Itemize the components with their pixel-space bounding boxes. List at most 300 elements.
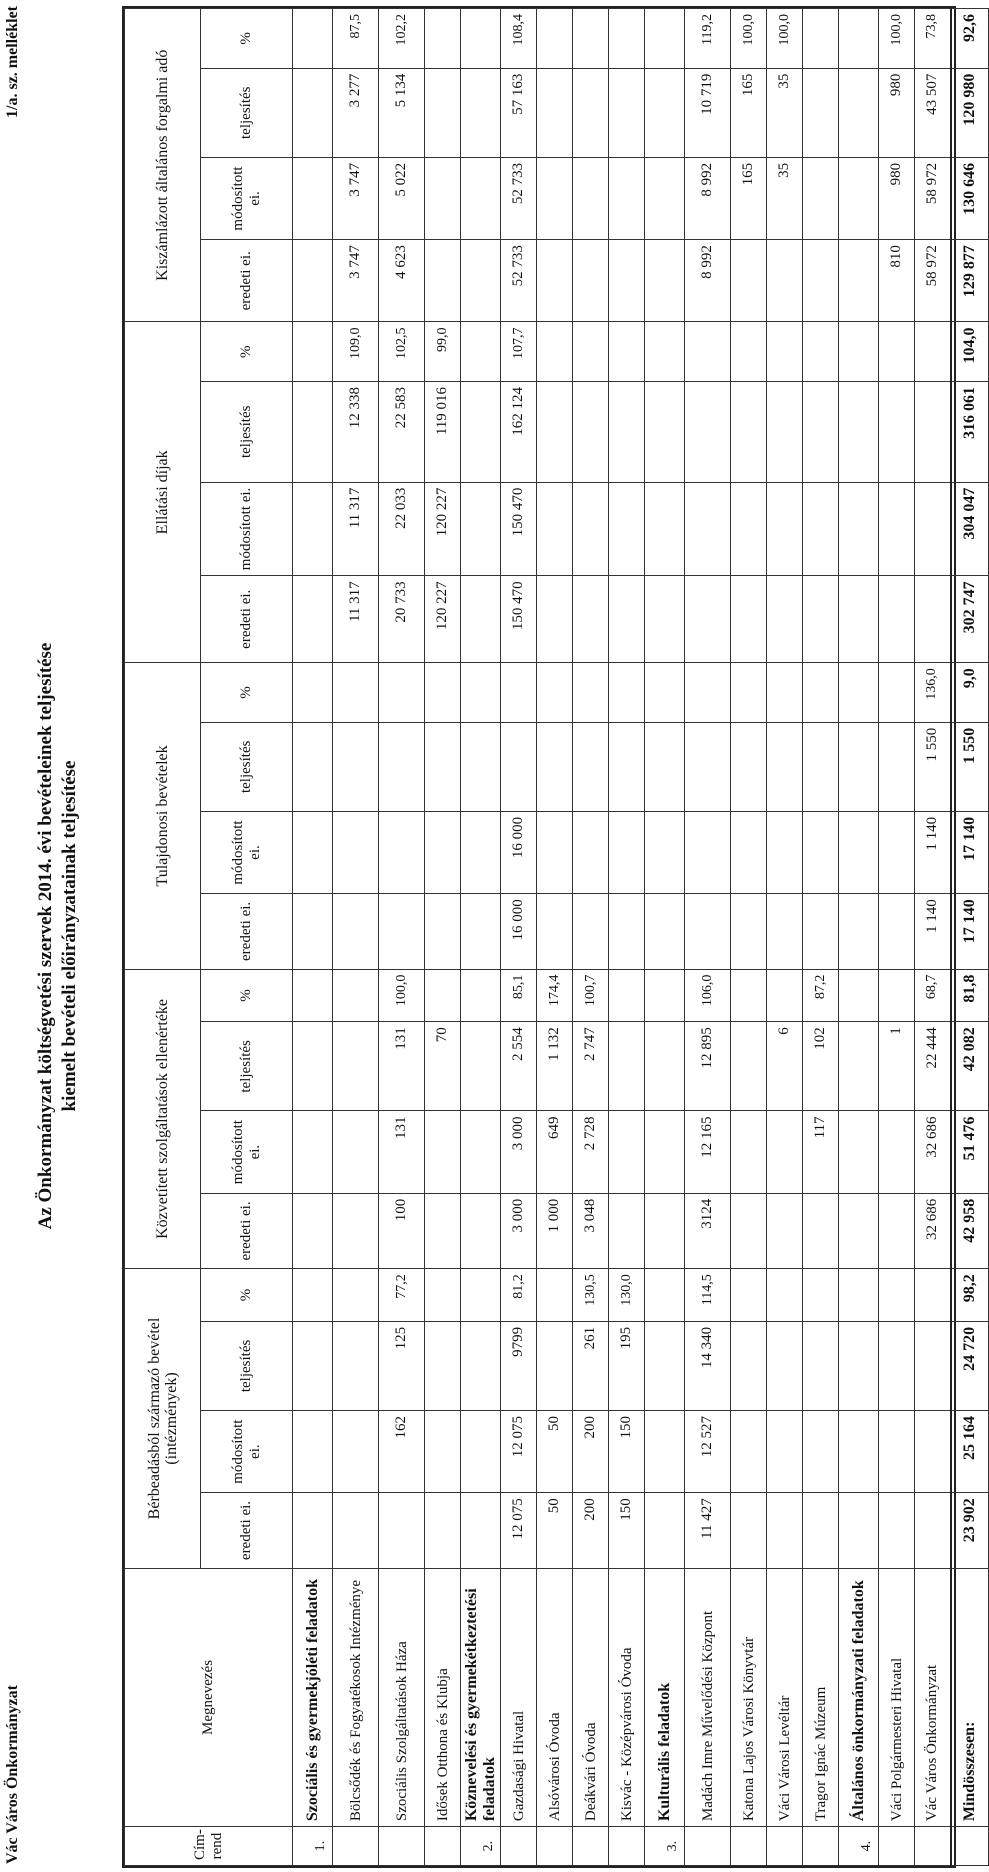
cimrend-cell: 3. [645,1827,685,1866]
row-name-cell: Vác Város Önkormányzat [915,1568,951,1826]
value-cell [609,722,645,811]
subheader-eredeti: eredeti ei. [201,576,293,663]
value-cell [803,68,839,157]
value-cell: 649 [537,1111,573,1193]
value-cell [425,1111,461,1193]
cimrend-cell [879,1827,915,1866]
value-cell [333,1193,379,1268]
revenue-table [124,8,989,1866]
subheader-teljesites: teljesítés [201,1321,293,1410]
value-cell [573,811,609,893]
value-cell [609,1111,645,1193]
value-cell [767,663,803,723]
value-cell: 304 047 [951,482,989,576]
value-cell [803,381,839,482]
value-cell: 3 000 [501,1193,537,1268]
value-cell [731,1321,767,1410]
value-cell [839,482,879,576]
value-cell [293,1493,333,1568]
value-cell: 42 958 [951,1193,989,1268]
value-cell: 102 [803,1022,839,1111]
row-name-cell: Váci Városi Levéltár [767,1568,803,1826]
value-cell [839,1111,879,1193]
value-cell: 261 [573,1321,609,1410]
value-cell [609,240,645,322]
value-cell [293,811,333,893]
value-cell [767,482,803,576]
cimrend-cell [915,1827,951,1866]
row-name-cell: Kulturális feladatok [645,1568,685,1826]
value-cell: 1 140 [915,811,951,893]
value-cell: 120 227 [425,576,461,663]
row-name-cell: Szociális és gyermekjóléti feladatok [293,1568,333,1826]
value-cell [501,663,537,723]
value-cell: 1 140 [915,894,951,969]
value-cell [379,1493,425,1568]
value-cell: 150 [609,1410,645,1492]
value-cell: 109,0 [333,322,379,382]
cimrend-cell: 1. [293,1827,333,1866]
value-cell [537,9,573,69]
value-cell [839,381,879,482]
value-cell [461,1193,501,1268]
value-cell: 5 022 [379,157,425,239]
value-cell [645,1321,685,1410]
value-cell: 58 972 [915,240,951,322]
value-cell [879,663,915,723]
value-cell [879,1269,915,1322]
value-cell [915,1321,951,1410]
value-cell: 8 992 [685,157,731,239]
row-name-cell: Idősek Otthona és Klubja [425,1568,461,1826]
value-cell [461,9,501,69]
value-cell [293,1269,333,1322]
cimrend-cell [501,1827,537,1866]
row-name-cell: Váci Polgármesteri Hivatal [879,1568,915,1826]
value-cell: 10 719 [685,68,731,157]
value-cell [379,811,425,893]
value-cell [803,811,839,893]
value-cell [645,1493,685,1568]
value-cell [767,722,803,811]
value-cell: 51 476 [951,1111,989,1193]
row-name-cell: Köznevelési és gyermekétkeztetési feladatok [461,1568,501,1826]
annex-label: 1/a. sz. melléklet [4,6,21,118]
value-cell [461,663,501,723]
value-cell [915,1269,951,1322]
value-cell: 100,0 [767,9,803,69]
value-cell [425,811,461,893]
value-cell [685,482,731,576]
value-cell: 87,2 [803,969,839,1022]
value-cell [645,482,685,576]
value-cell: 17 140 [951,894,989,969]
value-cell: 200 [573,1493,609,1568]
value-cell: 100 [379,1193,425,1268]
value-cell: 150 470 [501,482,537,576]
value-cell [803,1193,839,1268]
cimrend-cell: 2. [461,1827,501,1866]
value-cell [645,68,685,157]
value-cell [839,722,879,811]
value-cell: 57 163 [501,68,537,157]
value-cell [731,240,767,322]
value-cell: 150 [609,1493,645,1568]
value-cell: 100,0 [879,9,915,69]
value-cell: 810 [879,240,915,322]
value-cell [425,1321,461,1410]
value-cell [293,381,333,482]
value-cell [915,322,951,382]
value-cell [333,722,379,811]
value-cell [731,663,767,723]
value-cell [333,969,379,1022]
subheader-modositott: módosított ei. [201,157,293,239]
value-cell [573,381,609,482]
value-cell [537,68,573,157]
value-cell: 52 733 [501,157,537,239]
value-cell: 12 338 [333,381,379,482]
subheader-eredeti: eredeti ei. [201,894,293,969]
value-cell [461,240,501,322]
value-cell: 119,2 [685,9,731,69]
value-cell: 125 [379,1321,425,1410]
value-cell: 4 623 [379,240,425,322]
value-cell [537,894,573,969]
row-name-cell: Kisvác - Középvárosi Óvoda [609,1568,645,1826]
subheader-modositott: módosított ei. [201,1111,293,1193]
value-cell [879,322,915,382]
table-row [425,9,461,1866]
value-cell [333,1493,379,1568]
value-cell [915,1493,951,1568]
value-cell [731,322,767,382]
value-cell [803,1410,839,1492]
value-cell: 3 000 [501,1111,537,1193]
subheader-modositott: módosított ei. [201,1410,293,1492]
value-cell: 1 550 [915,722,951,811]
table-row [731,9,767,1866]
total-row [951,9,989,1866]
table-row [879,9,915,1866]
value-cell [461,1111,501,1193]
value-cell [293,68,333,157]
value-cell: 20 733 [379,576,425,663]
value-cell [731,1111,767,1193]
value-cell: 81,8 [951,969,989,1022]
value-cell [879,1493,915,1568]
value-cell: 1 132 [537,1022,573,1111]
subheader-teljesites: teljesítés [201,1022,293,1111]
value-cell: 99,0 [425,322,461,382]
value-cell: 1 550 [951,722,989,811]
value-cell: 11 317 [333,576,379,663]
value-cell [293,322,333,382]
value-cell [645,1193,685,1268]
value-cell [461,322,501,382]
value-cell [731,811,767,893]
table-row [915,9,951,1866]
category-row [461,9,501,1866]
subheader-teljesites: teljesítés [201,722,293,811]
value-cell [425,1193,461,1268]
value-cell [573,322,609,382]
value-cell [461,811,501,893]
value-cell [767,1269,803,1322]
table-body [293,9,989,1866]
value-cell: 85,1 [501,969,537,1022]
group-header-tulajdonosi: Tulajdonosi bevételek [125,663,201,969]
value-cell: 100,7 [573,969,609,1022]
value-cell [573,157,609,239]
value-cell [645,969,685,1022]
table-row [333,9,379,1866]
value-cell: 114,5 [685,1269,731,1322]
value-cell [333,1321,379,1410]
value-cell [645,1269,685,1322]
value-cell [731,722,767,811]
value-cell [685,811,731,893]
value-cell: 12 075 [501,1410,537,1492]
value-cell [537,482,573,576]
value-cell: 3 747 [333,240,379,322]
value-cell [803,663,839,723]
value-cell [839,9,879,69]
value-cell [537,811,573,893]
row-name-cell: Általános önkormányzati feladatok [839,1568,879,1826]
value-cell [461,576,501,663]
value-cell [731,482,767,576]
row-name-cell: Mindösszesen: [951,1568,989,1826]
value-cell: 16 000 [501,894,537,969]
value-cell [767,1410,803,1492]
value-cell [839,1022,879,1111]
value-cell: 100,0 [731,9,767,69]
value-cell [461,1493,501,1568]
value-cell [461,482,501,576]
value-cell: 68,7 [915,969,951,1022]
value-cell: 32 686 [915,1193,951,1268]
value-cell [537,240,573,322]
value-cell [839,1269,879,1322]
value-cell [879,1193,915,1268]
value-cell [537,722,573,811]
value-cell: 107,7 [501,322,537,382]
value-cell [767,1193,803,1268]
value-cell: 1 [879,1022,915,1111]
value-cell [645,9,685,69]
value-cell [803,576,839,663]
value-cell [879,969,915,1022]
value-cell: 1 000 [537,1193,573,1268]
value-cell [645,1410,685,1492]
value-cell [879,482,915,576]
value-cell [731,1410,767,1492]
value-cell [293,894,333,969]
value-cell: 70 [425,1022,461,1111]
value-cell [839,811,879,893]
value-cell: 42 082 [951,1022,989,1111]
value-cell: 130,5 [573,1269,609,1322]
value-cell [879,722,915,811]
value-cell: 2 728 [573,1111,609,1193]
value-cell [573,240,609,322]
value-cell [767,1321,803,1410]
value-cell: 9799 [501,1321,537,1410]
value-cell: 117 [803,1111,839,1193]
value-cell: 35 [767,68,803,157]
row-name-cell: Katona Lajos Városi Könyvtár [731,1568,767,1826]
value-cell: 6 [767,1022,803,1111]
value-cell [609,1022,645,1111]
value-cell [915,1410,951,1492]
value-cell [803,240,839,322]
value-cell: 9,0 [951,663,989,723]
value-cell: 23 902 [951,1493,989,1568]
value-cell [767,576,803,663]
value-cell [293,240,333,322]
value-cell [425,157,461,239]
value-cell [573,722,609,811]
table-row [609,9,645,1866]
value-cell: 120 980 [951,68,989,157]
value-cell [645,894,685,969]
value-cell [645,381,685,482]
value-cell [293,576,333,663]
value-cell [731,1193,767,1268]
value-cell [501,722,537,811]
value-cell: 200 [573,1410,609,1492]
table-row [685,9,731,1866]
value-cell: 52 733 [501,240,537,322]
value-cell: 131 [379,1022,425,1111]
value-cell: 100,0 [379,969,425,1022]
value-cell: 2 747 [573,1022,609,1111]
value-cell [839,1321,879,1410]
cimrend-cell [609,1827,645,1866]
cimrend-cell [767,1827,803,1866]
value-cell: 102,2 [379,9,425,69]
value-cell: 102,5 [379,322,425,382]
value-cell: 980 [879,157,915,239]
value-cell [333,894,379,969]
value-cell: 165 [731,157,767,239]
value-cell: 104,0 [951,322,989,382]
value-cell [645,1111,685,1193]
value-cell: 77,2 [379,1269,425,1322]
value-cell [645,157,685,239]
value-cell [425,894,461,969]
value-cell [333,1410,379,1492]
table-row [573,9,609,1866]
cimrend-cell [573,1827,609,1866]
value-cell [461,1321,501,1410]
value-cell [609,68,645,157]
group-header-ellatasi-dijak: Ellátási díjak [125,322,201,663]
value-cell: 165 [731,68,767,157]
value-cell [839,68,879,157]
value-cell [731,381,767,482]
table-row [537,9,573,1866]
value-cell [803,322,839,382]
value-cell [685,894,731,969]
table-row [379,9,425,1866]
value-cell [803,9,839,69]
value-cell [645,322,685,382]
value-cell [425,240,461,322]
revenue-table-container [122,6,978,1868]
value-cell: 14 340 [685,1321,731,1410]
value-cell [609,1193,645,1268]
value-cell [609,811,645,893]
value-cell [839,1410,879,1492]
value-cell: 2 554 [501,1022,537,1111]
value-cell [461,381,501,482]
value-cell: 980 [879,68,915,157]
value-cell [293,969,333,1022]
value-cell [803,722,839,811]
organization-name: Vác Város Önkormányzat [4,1685,21,1864]
value-cell: 87,5 [333,9,379,69]
value-cell: 25 164 [951,1410,989,1492]
value-cell [609,381,645,482]
row-name-cell: Gazdasági Hivatal [501,1568,537,1826]
value-cell [573,482,609,576]
value-cell: 3 277 [333,68,379,157]
value-cell [767,322,803,382]
header-megnevezes: Megnevezés [125,1568,293,1826]
value-cell [685,322,731,382]
value-cell [731,1269,767,1322]
value-cell [333,1111,379,1193]
value-cell: 22 583 [379,381,425,482]
group-header-kozvetitett: Közvetített szolgáltatások ellenértéke [125,969,201,1269]
value-cell: 16 000 [501,811,537,893]
value-cell [609,576,645,663]
value-cell [767,1111,803,1193]
value-cell [293,1193,333,1268]
value-cell [425,1410,461,1492]
value-cell [879,576,915,663]
title-line-1: Az Önkormányzat költségvetési szervek 2014. évi bevételeinek teljesítése [35,642,56,1230]
row-name-cell: Deákvári Óvoda [573,1568,609,1826]
value-cell: 43 507 [915,68,951,157]
value-cell [293,157,333,239]
value-cell [573,576,609,663]
value-cell [379,894,425,969]
subheader-eredeti: eredeti ei. [201,1193,293,1268]
value-cell: 22 444 [915,1022,951,1111]
value-cell [573,9,609,69]
table-row [767,9,803,1866]
value-cell [461,894,501,969]
value-cell [333,663,379,723]
value-cell [803,1321,839,1410]
value-cell [645,811,685,893]
value-cell [839,1193,879,1268]
value-cell [461,1410,501,1492]
value-cell [645,240,685,322]
value-cell: 12 075 [501,1493,537,1568]
value-cell [731,969,767,1022]
value-cell: 50 [537,1410,573,1492]
value-cell: 8 992 [685,240,731,322]
value-cell [645,576,685,663]
value-cell: 58 972 [915,157,951,239]
title-line-2: kiemelt bevételi előirányzatainak teljesítése [59,760,80,1112]
subheader-pct: % [201,663,293,723]
value-cell: 120 227 [425,482,461,576]
